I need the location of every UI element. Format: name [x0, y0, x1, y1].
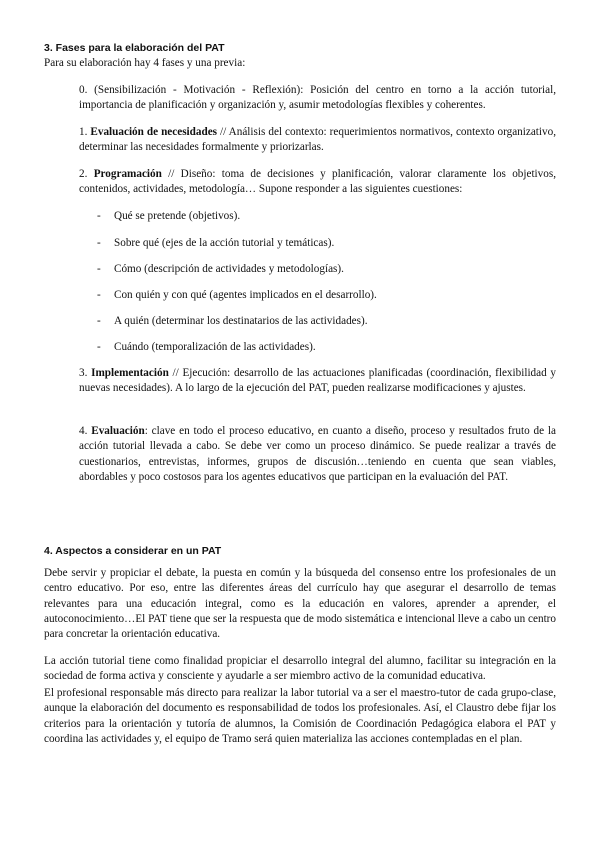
- phase-2-title: Programación: [93, 168, 162, 180]
- phase-1-text: Análisis del contexto: requerimientos normativos, contexto organizativo, determinar las necesidades formalmente y priorizarlas.: [79, 126, 556, 154]
- bullet-marker: -: [97, 263, 101, 275]
- phase-1-title: Evaluación de necesidades: [90, 126, 218, 138]
- phase-2-separator: //: [161, 168, 181, 180]
- phase-2-paragraph: [79, 167, 556, 198]
- bullet-marker: -: [97, 210, 101, 222]
- phase-2-number: 2.: [79, 168, 94, 180]
- phase-2-text: Diseño: toma de decisiones y planificación, valorar claramente los objetivos, contenidos, actividades, metodología… Supone responder a las siguientes cuestiones:: [79, 168, 557, 196]
- phase-4-text: clave en todo el proceso educativo, en cuanto a diseño, proceso y resultados fruto de la acción tutorial llevada a cabo. Se debe ver como un proceso dinámico. Se puede realizar a través de cuestionarios, entrevistas, informes, grupos de discusión…teniendo en cuenta que sean viables, abordables y poco costosos para los agentes educativos que participan en la evaluación del PAT.: [79, 425, 556, 483]
- phase-3-paragraph: [79, 366, 556, 397]
- list-item-text: Cómo (descripción de actividades y metodologías).: [114, 263, 344, 275]
- list-item: [97, 340, 316, 355]
- phase-3-number: 3.: [79, 367, 92, 379]
- section-4-paragraph-3: El profesional responsable más directo para realizar la labor tutorial va a ser el maestro-tutor de cada grupo-clase, aunque la elaboración del documento es responsabilidad de todos los profesionales. Así, el Claustro debe fijar los criterios para la orientación y tutoría de alumnos, la Comisión de Coordinación Pedagógica elabora el PAT y coordina las actividades y, el equipo de Tramo será quien materializa las acciones contempladas en el plan.: [44, 687, 556, 745]
- phase-3-title: Implementación: [91, 367, 169, 379]
- bullet-marker: -: [97, 237, 101, 249]
- bullet-marker: -: [97, 341, 101, 353]
- phase-4-number: 4.: [79, 425, 92, 437]
- section-3-heading: 3. Fases para la elaboración del PAT: [44, 42, 225, 54]
- phase-4-separator: :: [144, 425, 152, 437]
- list-item-text: Sobre qué (ejes de la acción tutorial y temáticas).: [114, 237, 335, 249]
- list-item: [97, 236, 334, 251]
- section-4-heading: 4. Aspectos a considerar en un PAT: [44, 545, 222, 557]
- phase-3-separator: //: [168, 367, 183, 379]
- phase-1-paragraph: [79, 125, 556, 156]
- list-item: [97, 288, 377, 303]
- phase-3-text: Ejecución: desarrollo de las actuaciones planificadas (coordinación, flexibilidad y nuevas necesidades). A lo largo de la ejecución del PAT, pueden realizarse modificaciones y ajustes.: [79, 367, 557, 395]
- section-4-paragraph-2: La acción tutorial tiene como finalidad propiciar el desarrollo integral del alumno, facilitar su integración en la sociedad de forma activa y consciente y ayudarle a ser miembro activo de la comunidad educativa.: [44, 655, 556, 683]
- list-item: [97, 262, 344, 277]
- phase-4-paragraph: [79, 424, 556, 485]
- list-item-text: Qué se pretende (objetivos).: [114, 210, 241, 222]
- list-item: [97, 314, 368, 329]
- phase-0-paragraph: 0. (Sensibilización - Motivación - Reflexión): Posición del centro en torno a la acción tutorial, importancia de planificación y organización y, asumir metodologías flexibles y coherentes.: [79, 84, 556, 112]
- list-item-text: Cuándo (temporalización de las actividades).: [114, 341, 316, 353]
- list-item-text: A quién (determinar los destinatarios de las actividades).: [114, 315, 368, 327]
- phase-4-title: Evaluación: [91, 425, 145, 437]
- phase-1-number: 1.: [79, 126, 91, 138]
- bullet-marker: -: [97, 315, 101, 327]
- list-item: [97, 209, 240, 224]
- bullet-marker: -: [97, 289, 101, 301]
- section-4-paragraph-1: Debe servir y propiciar el debate, la puesta en común y la búsqueda del consenso entre los profesionales de un centro educativo. Por eso, entre las diferentes áreas del currículo hay que asegurar el desarrollo de temas relevantes para una educación integral, como es la educación en valores, aprender a aprender, el autoconocimiento…El PAT tiene que ser la respuesta que de modo sistemática e intencional lleve a cabo un centro para concretar la orientación educativa.: [44, 567, 556, 641]
- phase-1-separator: //: [217, 126, 229, 138]
- section-3-intro: Para su elaboración hay 4 fases y una previa:: [44, 57, 246, 69]
- list-item-text: Con quién y con qué (agentes implicados en el desarrollo).: [114, 289, 377, 301]
